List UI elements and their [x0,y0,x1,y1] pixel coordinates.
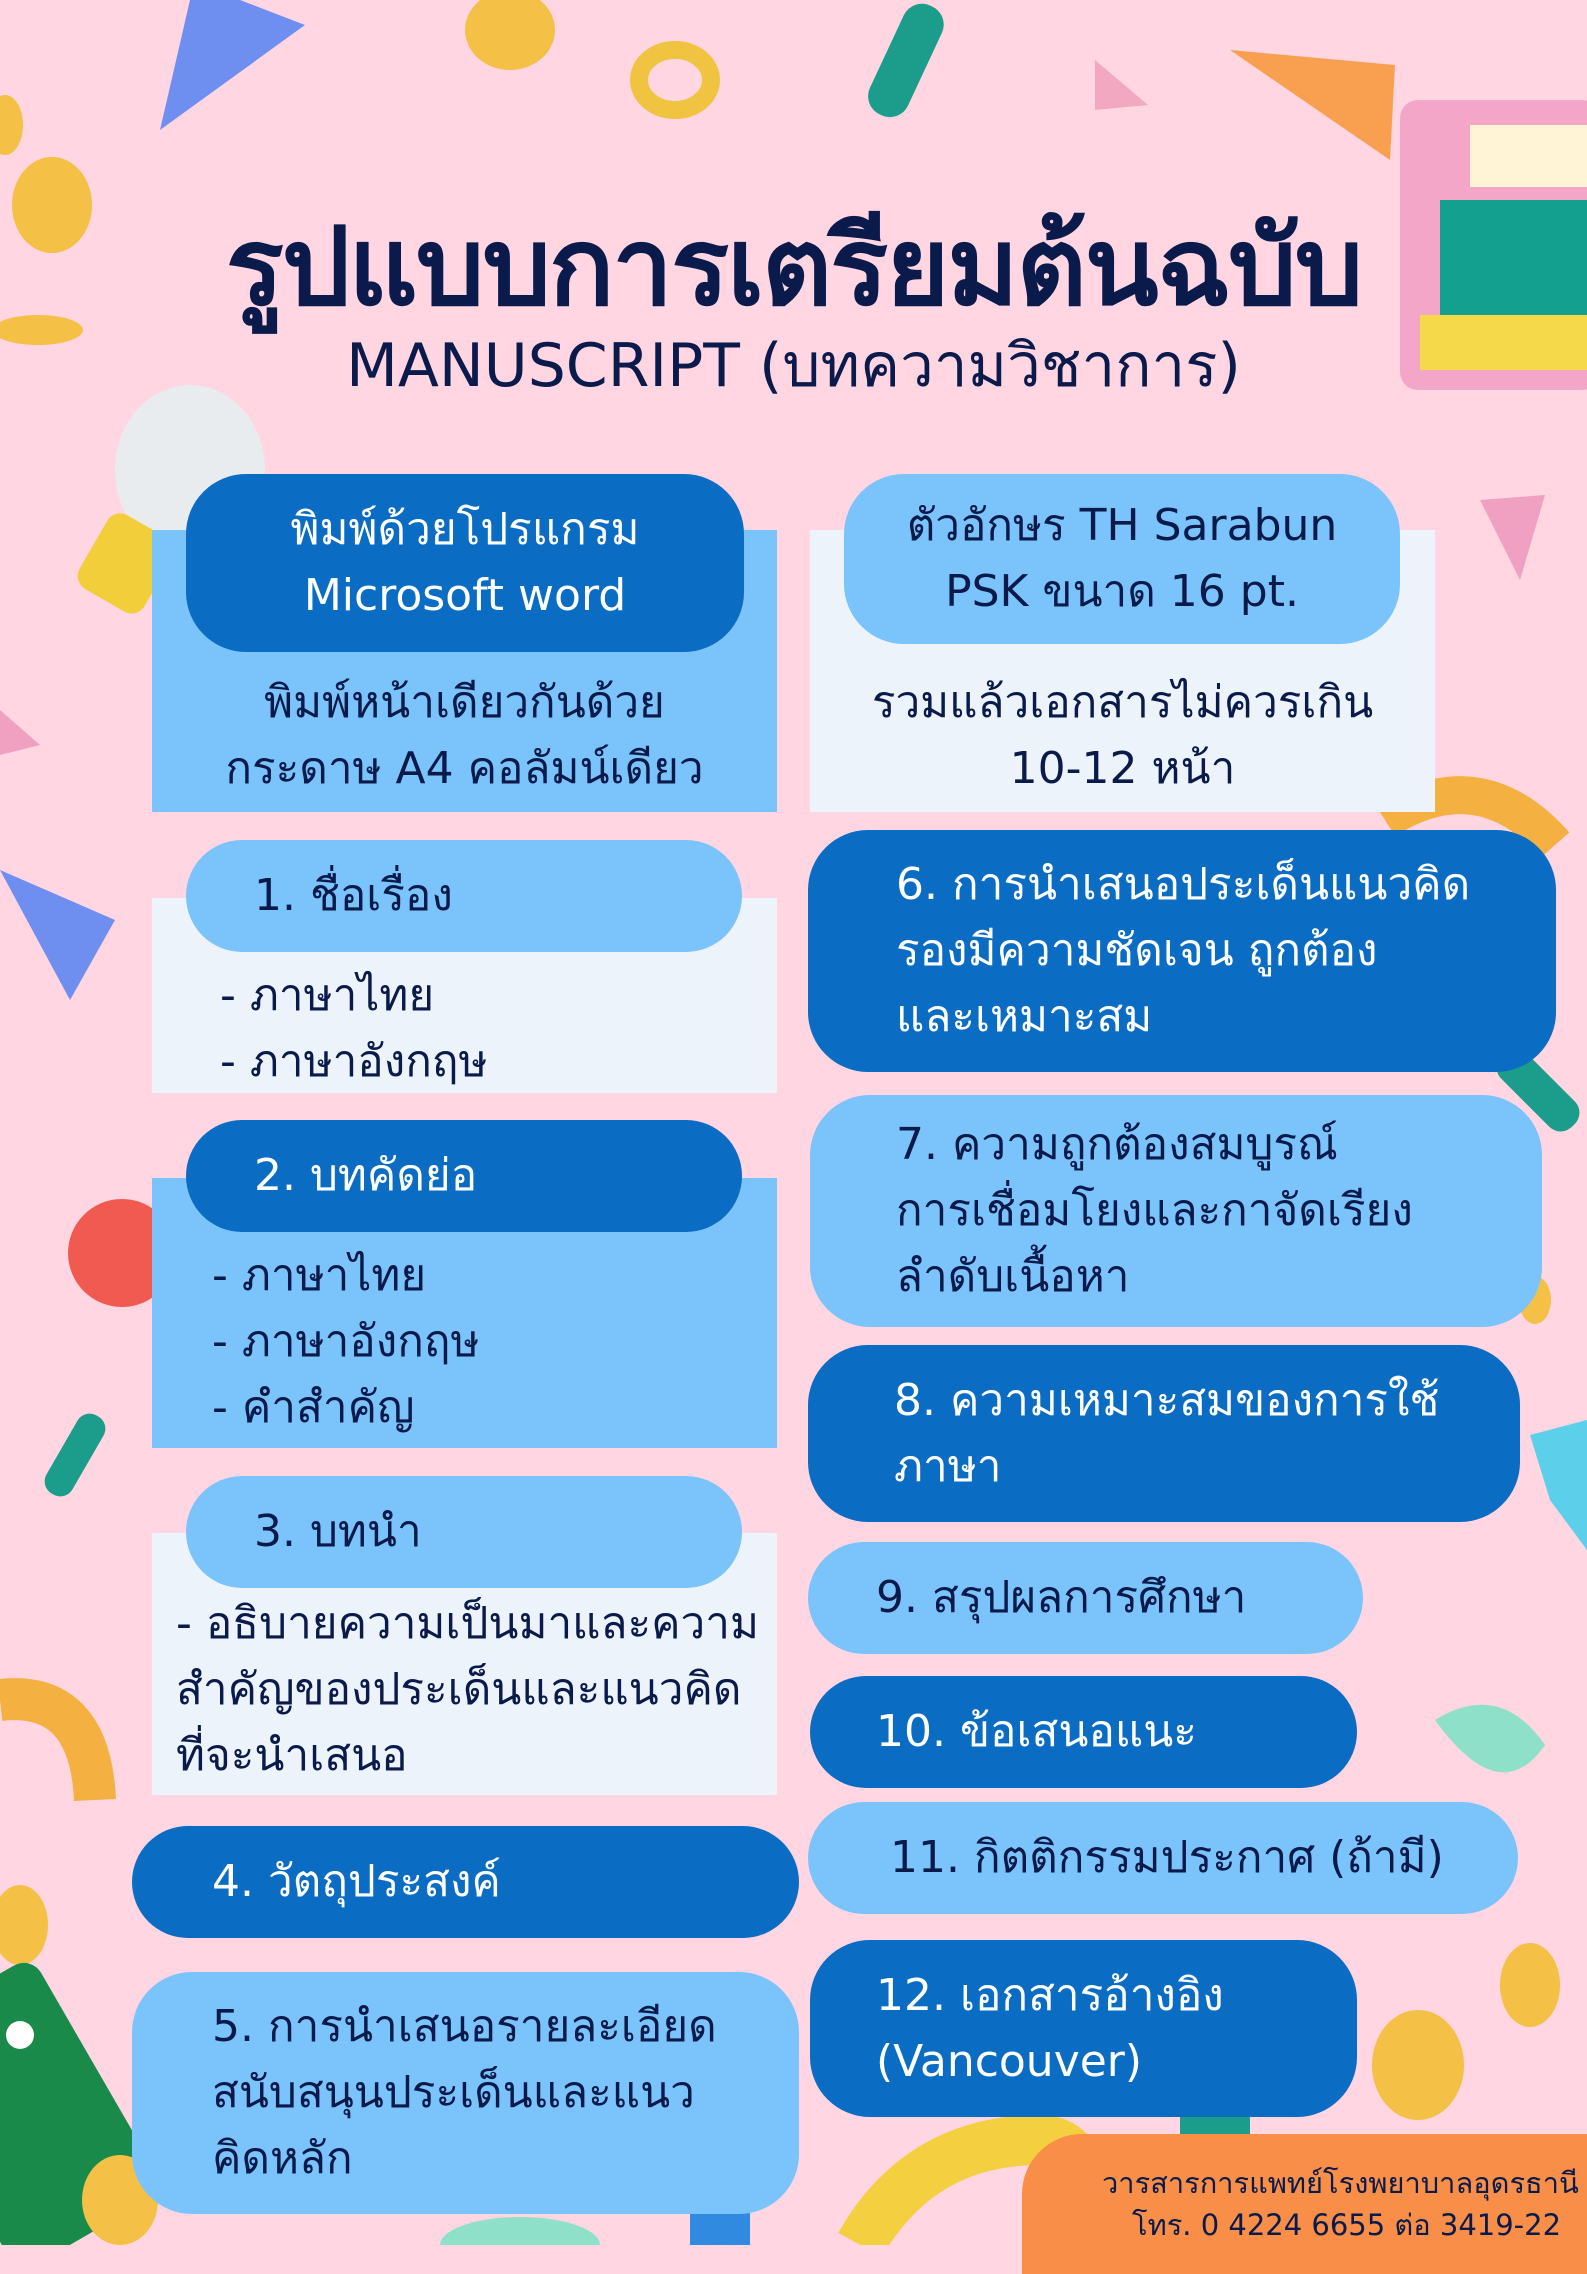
page-title: รูปแบบการเตรียมต้นฉบับ [225,205,1362,330]
section-9-pill: 9. สรุปผลการศึกษา [808,1542,1363,1654]
stair-decoration [1480,495,1545,580]
panel-line: 10-12 หน้า [1009,743,1236,794]
section-7-pill: 7. ความถูกต้องสมบูรณ์ การเชื่อมโยงและกาจัดเรียง ลำดับเนื้อหา [810,1095,1542,1327]
cone-decoration [160,0,305,130]
list-item: - คำสำคัญ [212,1382,415,1433]
section-2-heading: 2. บทคัดย่อ [186,1120,742,1232]
page-subtitle: MANUSCRIPT (บทความวิชาการ) [346,331,1241,401]
section-3-heading: 3. บทนำ [186,1476,742,1588]
section-1-heading: 1. ชื่อเรื่อง [186,840,742,952]
section-10-pill: 10. ข้อเสนอแนะ [810,1676,1357,1788]
panel-line: พิมพ์หน้าเดียวกันด้วย [264,677,665,728]
list-item: - อธิบายความเป็นมาและความ [176,1598,759,1649]
coin-decoration [0,95,23,155]
section-5-pill: 5. การนำเสนอรายละเอียด สนับสนุนประเด็นและแนว คิดหลัก [132,1972,799,2214]
pill-line: PSK ขนาด 16 pt. [945,566,1299,617]
pill-line: Microsoft word [303,570,627,621]
section-12-pill: 12. เอกสารอ้างอิง (Vancouver) [810,1940,1357,2117]
pill-line: ตัวอักษร TH Sarabun [906,500,1338,551]
footer-contact [1022,2134,1587,2274]
section-11-pill: 11. กิตติกรรมประกาศ (ถ้ามี) [808,1802,1518,1914]
footer-phone: โทร. 0 4224 6655 ต่อ 3419-22 [1132,2208,1562,2242]
footer-journal: วารสารการแพทย์โรงพยาบาลอุดรธานี [1102,2166,1579,2200]
top-left-pill [186,474,744,652]
stick-decoration [862,0,951,124]
coin-decoration [1500,1943,1560,2027]
coin-decoration [465,0,555,70]
stick-decoration [40,1409,111,1502]
hemisphere-decoration [1435,1705,1545,1772]
pyramid-decoration [1095,60,1148,110]
panel-line: กระดาษ A4 คอลัมน์เดียว [225,743,704,794]
list-item: - ภาษาอังกฤษ [212,1316,480,1367]
arc-decoration [0,1699,95,1800]
stair-decoration [0,710,40,755]
list-item: - ภาษาไทย [220,970,435,1021]
section-4-pill: 4. วัตถุประสงค์ [132,1826,799,1938]
section-6-pill: 6. การนำเสนอประเด็นแนวคิด รองมีความชัดเจน ถูกต้อง และเหมาะสม [808,830,1556,1072]
coin-decoration [1372,2010,1464,2120]
panel-line: รวมแล้วเอกสารไม่ควรเกิน [871,677,1374,728]
list-item: - ภาษาไทย [212,1250,427,1301]
top-right-pill [844,474,1400,644]
cone-decoration [0,870,115,1000]
paper-plane-decoration [1230,50,1395,160]
hemisphere-decoration [440,2217,600,2245]
coin-decoration [0,1885,48,1965]
section-8-pill: 8. ความเหมาะสมของการใช้ ภาษา [808,1345,1520,1522]
pill-line: พิมพ์ด้วยโปรแกรม [290,504,640,555]
list-item: - ภาษาอังกฤษ [220,1036,488,1087]
ring-decoration [639,50,711,110]
list-item: ที่จะนำเสนอ [176,1730,408,1781]
list-item: สำคัญของประเด็นและแนวคิด [176,1664,742,1715]
diamond-decoration [1530,1420,1587,1550]
